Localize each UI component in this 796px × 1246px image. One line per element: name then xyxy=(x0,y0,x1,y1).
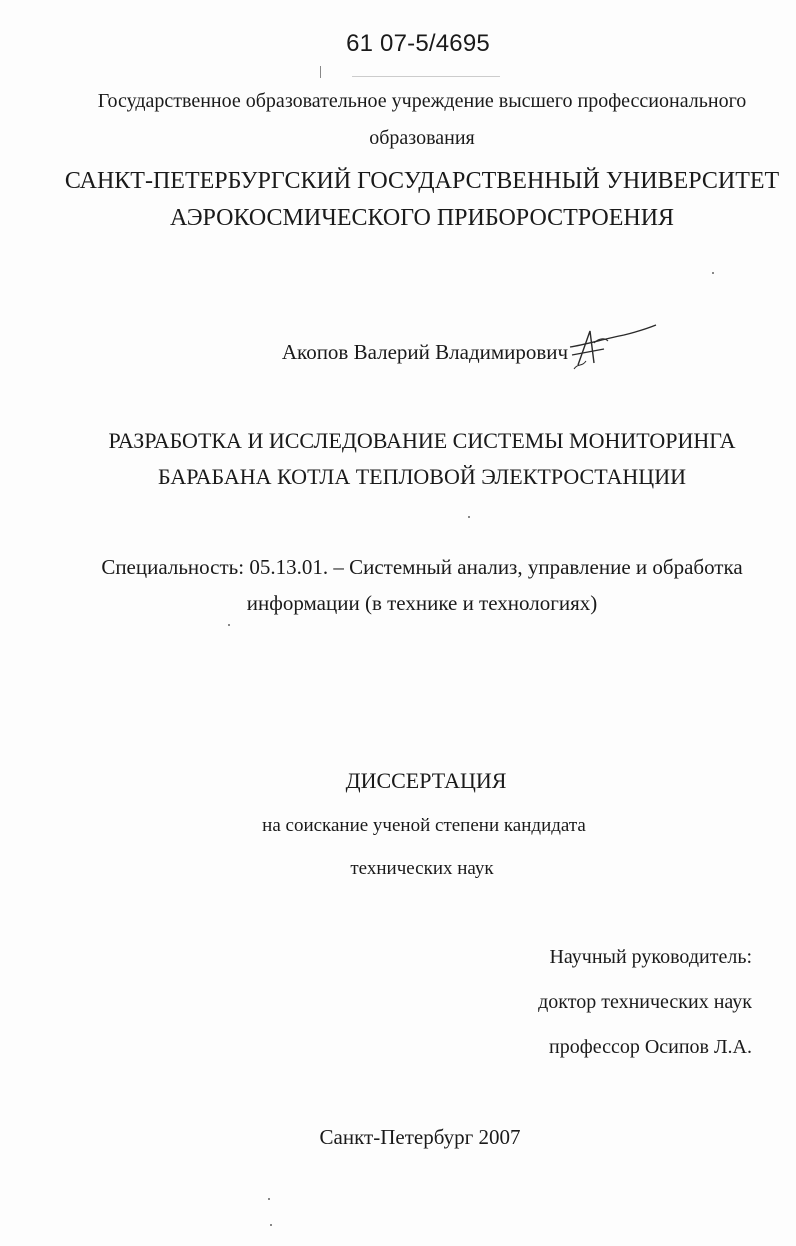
dissertation-heading: ДИССЕРТАЦИЯ xyxy=(345,768,507,793)
university-name-line-1: САНКТ-ПЕТЕРБУРГСКИЙ ГОСУДАРСТВЕННЫЙ УНИВЕРСИТЕТ xyxy=(64,168,780,194)
author-name: Акопов Валерий Владимирович xyxy=(281,340,569,364)
supervisor-name: профессор Осипов Л.А. xyxy=(549,1036,752,1058)
specialty-line-1: Специальность: 05.13.01. – Системный анализ, управление и обработка xyxy=(101,555,743,579)
scan-speck xyxy=(468,516,470,518)
scan-speck xyxy=(268,1198,270,1200)
degree-line-1: на соискание ученой степени кандидата xyxy=(262,815,586,836)
thesis-title-line-1: РАЗРАБОТКА И ИССЛЕДОВАНИЕ СИСТЕМЫ МОНИТОРИНГА xyxy=(108,428,736,453)
degree-line-2: технических наук xyxy=(350,858,494,879)
thesis-title-line-2: БАРАБАНА КОТЛА ТЕПЛОВОЙ ЭЛЕКТРОСТАНЦИИ xyxy=(158,464,686,489)
institution-line-2: образования xyxy=(369,127,475,149)
archive-stamp-number: 61 07-5/4695 xyxy=(346,30,490,57)
scan-speck xyxy=(712,272,714,274)
scan-speck xyxy=(320,66,321,78)
specialty-line-2: информации (в технике и технологиях) xyxy=(246,591,598,615)
institution-line-1: Государственное образовательное учреждение высшего профессионального xyxy=(97,90,747,112)
supervisor-label: Научный руководитель: xyxy=(549,946,752,968)
scan-speck xyxy=(270,1224,272,1226)
author-row xyxy=(0,340,796,365)
handwritten-signature xyxy=(564,317,660,375)
city-year: Санкт-Петербург 2007 xyxy=(319,1125,521,1149)
scan-speck xyxy=(228,624,230,626)
supervisor-degree: доктор технических наук xyxy=(538,991,752,1013)
scan-speck xyxy=(352,76,500,77)
university-name-line-2: АЭРОКОСМИЧЕСКОГО ПРИБОРОСТРОЕНИЯ xyxy=(169,205,675,231)
